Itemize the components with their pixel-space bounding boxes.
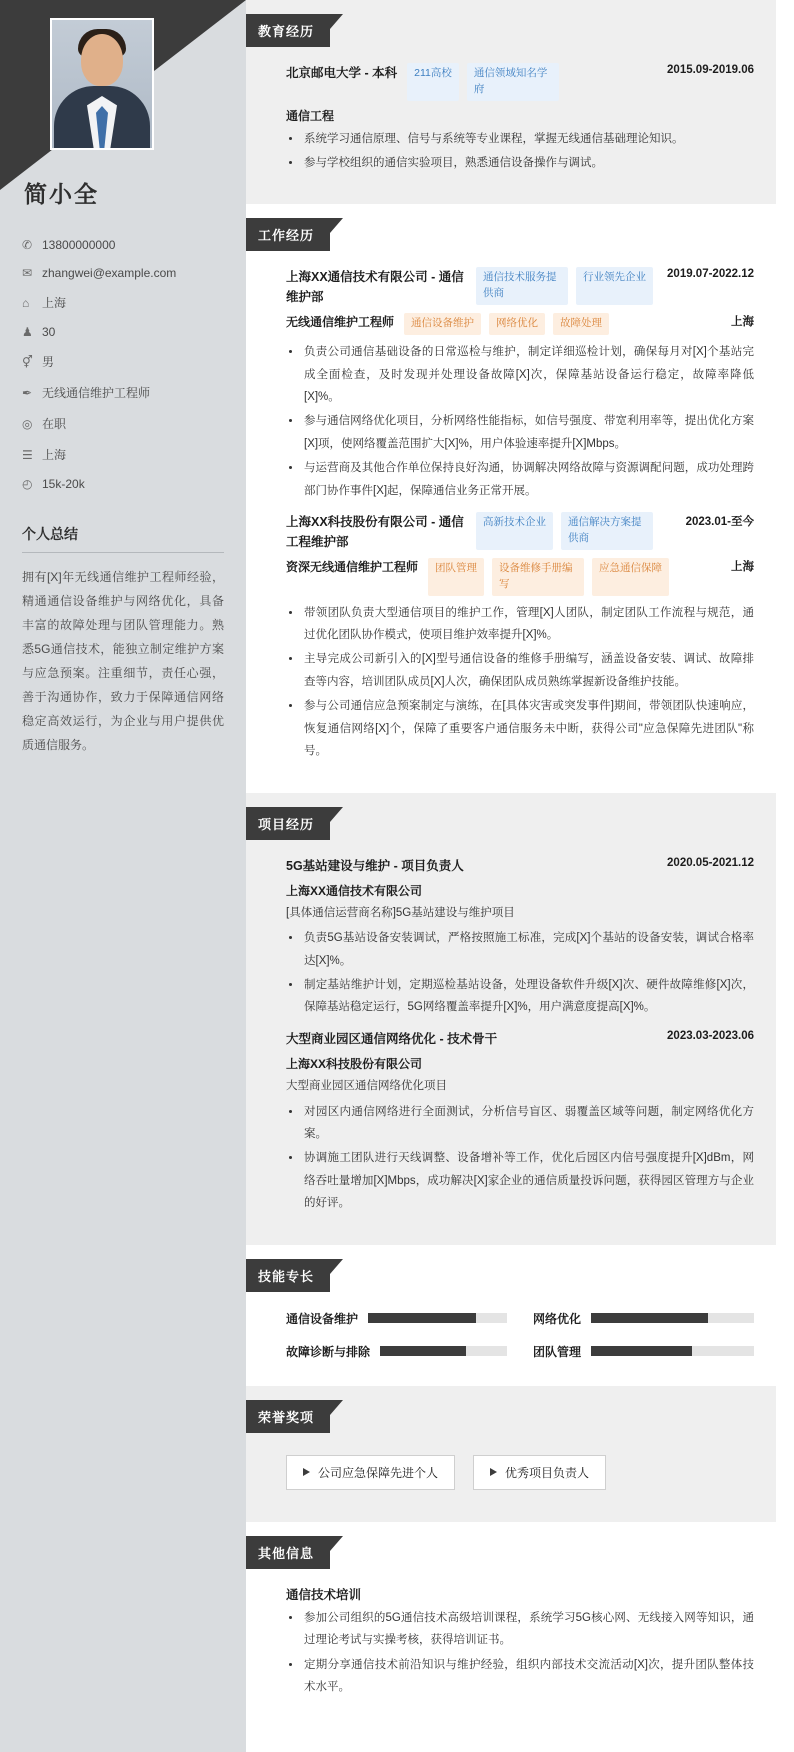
contact-value: 30 <box>42 325 56 339</box>
contact-value: 13800000000 <box>42 238 116 252</box>
project-name: 5G基站建设与维护 - 项目负责人 <box>286 858 464 873</box>
list-item: • 参与通信网络优化项目，分析网络性能指标，如信号强度、带宽利用率等，提出优化方案[X]项，使网络覆盖范围扩大[X]%，用户体验速率提升[X]Mbps。 <box>302 410 754 455</box>
tag: 通信领域知名学府 <box>467 63 559 101</box>
skill-label: 网络优化 <box>533 1311 582 1326</box>
education-tags <box>407 63 657 101</box>
project-company: 上海XX科技股份有限公司 <box>286 1056 423 1071</box>
list-item: • 负责5G基站设备安装调试，严格按照施工标准，完成[X]个基站的设备安装，调试合格率达[X]%。 <box>302 927 754 972</box>
contact-value: 无线通信维护工程师 <box>42 386 151 400</box>
skill-label: 通信设备维护 <box>286 1311 359 1326</box>
project-desc: 大型商业园区通信网络优化项目 <box>286 1079 447 1092</box>
list-item: • 系统学习通信原理、信号与系统等专业课程，掌握无线通信基础理论知识。 <box>302 128 754 150</box>
project-row <box>286 856 754 876</box>
project-date: 2020.05-2021.12 <box>667 856 754 869</box>
sidebar <box>0 0 246 1752</box>
skill-label: 故障诊断与排除 <box>286 1344 371 1359</box>
location-icon: ⌂ <box>22 295 30 310</box>
section-work <box>246 204 776 792</box>
work-date: 2019.07-2022.12 <box>667 268 754 281</box>
salary-icon: ◴ <box>22 477 33 491</box>
contact-item-location <box>22 287 224 318</box>
work-role-tags <box>428 558 721 596</box>
honor-item <box>286 1455 455 1490</box>
skill-bar <box>380 1346 507 1356</box>
work-role-row <box>286 558 754 596</box>
contact-item-email <box>22 259 224 287</box>
skill-label: 团队管理 <box>533 1344 582 1359</box>
skill-bar <box>368 1313 507 1323</box>
contact-value: 上海 <box>42 296 67 310</box>
education-date: 2015.09-2019.06 <box>667 64 754 76</box>
avatar <box>50 18 154 150</box>
project-bullets <box>302 1101 754 1215</box>
list-item: • 参与公司通信应急预案制定与演练，在[具体灾害或突发事件]期间，带领团队快速响应，恢复通信网络[X]个，保障了重要客户通信服务未中断，获得公司"应急保障先进团队"称号。 <box>302 695 754 762</box>
list-item: • 参与学校组织的通信实验项目，熟悉通信设备操作与调试。 <box>302 152 754 174</box>
contact-list <box>22 231 224 498</box>
section-title-skills: 技能专长 <box>246 1259 330 1292</box>
summary-text: 拥有[X]年无线通信维护工程师经验，精通通信设备维护与网络优化，具备丰富的故障处理与团队管理能力。熟悉5G通信技术，能独立制定维护方案与应急预案。注重细节，责任心强，善于沟通协作，致力于保障通信网络稳定高效运行，为企业与用户提供优质通信服务。 <box>22 570 224 752</box>
tag: 设备维修手册编写 <box>492 558 584 596</box>
education-major: 通信工程 <box>286 108 335 123</box>
contact-value: 在职 <box>42 417 67 431</box>
section-skills <box>246 1245 776 1386</box>
tag: 高新技术企业 <box>476 512 553 550</box>
section-education <box>246 0 776 204</box>
skill-bar <box>591 1313 754 1323</box>
section-title-projects: 项目经历 <box>246 807 330 840</box>
skill-item <box>533 1310 754 1327</box>
main-content <box>246 0 794 1752</box>
section-title-work: 工作经历 <box>246 218 330 251</box>
project-desc: [具体通信运营商名称]5G基站建设与维护项目 <box>286 906 515 919</box>
work-row <box>286 267 754 307</box>
page-title: 简小全 <box>24 181 99 207</box>
tag: 通信设备维护 <box>404 313 481 335</box>
play-triangle-icon <box>490 1468 497 1476</box>
work-body <box>246 251 776 776</box>
list-item: • 带领团队负责大型通信项目的维护工作，管理[X]人团队，制定团队工作流程与规范，通过优化团队协作模式，使项目维护效率提升[X]%。 <box>302 602 754 647</box>
work-role: 资深无线通信维护工程师 <box>286 560 419 575</box>
section-projects <box>246 793 776 1245</box>
education-body <box>246 47 776 188</box>
project-bullets <box>302 927 754 1019</box>
contact-item-phone <box>22 231 224 259</box>
list-item: • 制定基站维护计划，定期巡检基站设备，处理设备软件升级[X]次、硬件故障维修[X]次，保障基站稳定运行，5G网络覆盖率提升[X]%，用户满意度提高[X]%。 <box>302 974 754 1019</box>
list-item: • 负责公司通信基础设备的日常巡检与维护，制定详细巡检计划，确保每月对[X]个基站完成全面检查，及时发现并处理设备故障[X]次，保障基站设备运行稳定，故障率降低[X]%。 <box>302 341 754 408</box>
work-role-tags <box>404 313 721 335</box>
section-title-honors: 荣誉奖项 <box>246 1400 330 1433</box>
projects-body <box>246 840 776 1229</box>
tag: 行业领先企业 <box>576 267 653 305</box>
age-icon: ♟ <box>22 325 33 339</box>
contact-item-job <box>22 377 224 408</box>
tag: 应急通信保障 <box>592 558 669 596</box>
contact-item-age <box>22 318 224 346</box>
honor-label: 优秀项目负责人 <box>505 1465 590 1480</box>
list-item: • 协调施工团队进行天线调整、设备增补等工作，优化后园区内信号强度提升[X]dBm，网络吞吐量增加[X]Mbps，成功解决[X]家企业的通信质量投诉问题，获得园区管理方与企业的好评。 <box>302 1147 754 1214</box>
work-date: 2023.01-至今 <box>685 516 754 529</box>
avatar-photo <box>52 20 152 148</box>
tag: 211高校 <box>407 63 459 101</box>
list-item: • 定期分享通信技术前沿知识与维护经验，组织内部技术交流活动[X]次，提升团队整体技术水平。 <box>302 1654 754 1699</box>
tag: 故障处理 <box>553 313 609 335</box>
section-title-other: 其他信息 <box>246 1536 330 1569</box>
section-other <box>246 1522 776 1729</box>
honors-list <box>246 1433 776 1506</box>
tag: 网络优化 <box>489 313 545 335</box>
work-role: 无线通信维护工程师 <box>286 315 395 330</box>
tag: 团队管理 <box>428 558 484 596</box>
list-item: • 参加公司组织的5G通信技术高级培训课程，系统学习5G核心网、无线接入网等知识，通过理论考试与实操考核，获得培训证书。 <box>302 1607 754 1652</box>
contact-value: 15k-20k <box>42 477 85 491</box>
contact-value: 上海 <box>42 448 67 462</box>
contact-item-salary <box>22 470 224 498</box>
skill-item <box>286 1343 507 1360</box>
play-triangle-icon <box>303 1468 310 1476</box>
work-org-tags <box>476 267 657 305</box>
project-name: 大型商业园区通信网络优化 - 技术骨干 <box>286 1031 498 1046</box>
job-icon: ✒ <box>22 385 33 400</box>
status-icon: ◎ <box>22 416 33 431</box>
other-body <box>246 1569 776 1713</box>
other-subtitle: 通信技术培训 <box>286 1587 362 1602</box>
contact-item-city <box>22 439 224 470</box>
skill-grid <box>246 1292 776 1370</box>
work-org: 上海XX通信技术有限公司 - 通信维护部 <box>286 270 464 305</box>
gender-icon: ⚥ <box>22 354 33 369</box>
work-location: 上海 <box>731 561 754 574</box>
work-location: 上海 <box>731 316 754 329</box>
phone-icon: ✆ <box>22 238 33 252</box>
list-item: • 对园区内通信网络进行全面测试，分析信号盲区、弱覆盖区域等问题，制定网络优化方案。 <box>302 1101 754 1146</box>
other-bullets <box>302 1607 754 1699</box>
work-org: 上海XX科技股份有限公司 - 通信工程维护部 <box>286 515 464 550</box>
skill-item <box>286 1310 507 1327</box>
education-bullets <box>302 128 754 175</box>
section-honors <box>246 1386 776 1522</box>
project-row <box>286 1029 754 1049</box>
section-title-education: 教育经历 <box>246 14 330 47</box>
tag: 通信技术服务提供商 <box>476 267 568 305</box>
honor-item <box>473 1455 606 1490</box>
project-date: 2023.03-2023.06 <box>667 1029 754 1042</box>
contact-value: zhangwei@example.com <box>42 266 177 280</box>
work-bullets <box>302 341 754 502</box>
skill-bar <box>591 1346 754 1356</box>
education-row <box>286 63 754 101</box>
work-role-row <box>286 313 754 335</box>
contact-value: 男 <box>42 355 55 369</box>
honor-label: 公司应急保障先进个人 <box>318 1465 439 1480</box>
list-item: • 与运营商及其他合作单位保持良好沟通，协调解决网络故障与资源调配问题，成功处理跨部门协作事件[X]起，保障通信业务正常开展。 <box>302 457 754 502</box>
work-row <box>286 512 754 552</box>
city-icon: ☰ <box>22 447 33 462</box>
contact-item-status <box>22 408 224 439</box>
education-org: 北京邮电大学 - 本科 <box>286 66 398 80</box>
contact-item-gender <box>22 346 224 377</box>
list-item: • 主导完成公司新引入的[X]型号通信设备的维修手册编写，涵盖设备安装、调试、故障排查等内容，培训团队成员[X]人次，确保团队成员熟练掌握新设备维护技能。 <box>302 648 754 693</box>
project-company: 上海XX通信技术有限公司 <box>286 883 423 898</box>
tag: 通信解决方案提供商 <box>561 512 653 550</box>
summary-title: 个人总结 <box>22 524 224 553</box>
mail-icon: ✉ <box>22 266 33 280</box>
work-bullets <box>302 602 754 763</box>
skill-item <box>533 1343 754 1360</box>
work-org-tags <box>476 512 676 550</box>
